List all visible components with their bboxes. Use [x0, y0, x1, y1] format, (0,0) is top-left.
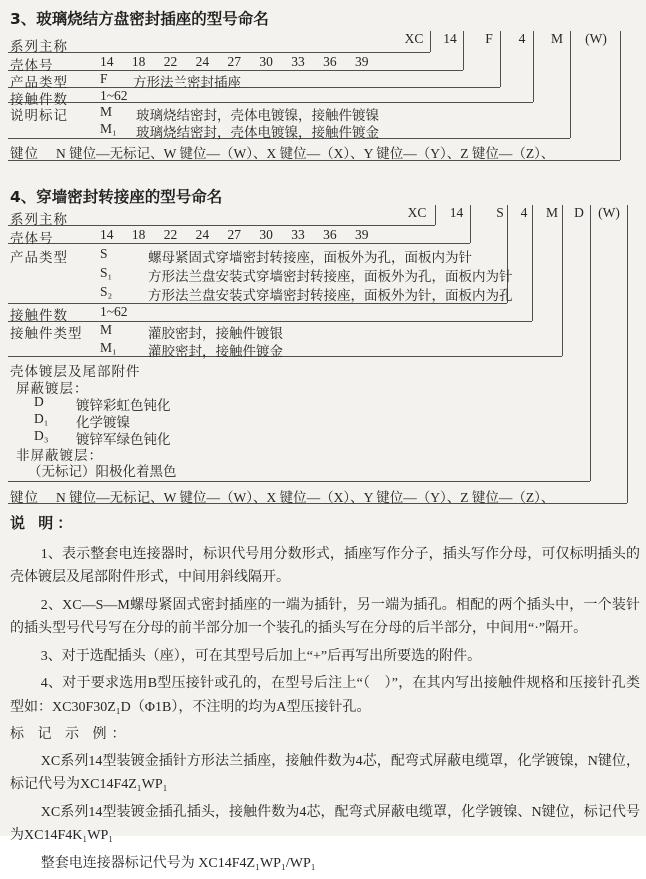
contact-type-code: M — [100, 322, 113, 337]
connector-line-v — [532, 205, 533, 321]
contact-type-desc: 灌胶密封，接触件镀金 — [148, 344, 283, 359]
model-code-contact-count: 4 — [518, 31, 526, 46]
note-item: 2、XC—S—M螺母紧固式密封插座的一端为插针，另一端为插孔。相配的两个插头中，一个装针的插头型号代号写在分母的前半部分加一个装孔的插头写在分母的后半部分，中间用“·”隔开。 — [10, 597, 640, 636]
product-type-desc: 方形法兰盘安装式穿墙密封转接座，面板外为针，面板内为孔 — [148, 288, 513, 303]
model-code-shell: 14 — [443, 31, 457, 46]
contact-count-value: 1~62 — [100, 88, 128, 103]
model-code-contact-type: M — [545, 205, 558, 220]
model-code-product-type: S — [496, 205, 504, 220]
product-type-desc: 方形法兰密封插座 — [133, 75, 241, 90]
notes-section — [10, 512, 640, 879]
shield-desc: 镀锌彩虹色钝化 — [76, 398, 171, 413]
row-label-non-shield-plating: 非屏蔽镀层： — [16, 448, 103, 463]
shield-code: D — [34, 394, 44, 409]
row-label-shell: 壳体号 — [10, 231, 54, 246]
model-code-shell: 14 — [449, 205, 464, 220]
connector-line-v — [533, 31, 534, 102]
contact-count-value: 1~62 — [100, 304, 128, 319]
connector-line-h — [8, 356, 562, 357]
model-code-plating: D — [574, 205, 584, 220]
example-item: XC系列14型装镀金插孔插头，接触件数为4芯，配弯式屏蔽电缆罩，化学镀镍、N键位，标记代号为XC14F4K₁WP₁ — [10, 804, 640, 843]
row-label-shell-plating: 壳体镀层及尾部附件 — [10, 364, 141, 379]
row-label-key-position: 键位 — [10, 490, 39, 505]
row-label-series: 系列主称 — [10, 212, 68, 227]
model-code-marking: M — [550, 31, 563, 46]
product-type-desc: 方形法兰盘安装式穿墙密封转接座，面板外为孔，面板内为针 — [148, 269, 513, 284]
marking-desc: 玻璃烧结密封，壳体电镀镍，接触件镀金 — [136, 125, 379, 140]
shield-desc: 化学镀镍 — [76, 415, 130, 430]
model-code-series: XC — [404, 31, 424, 46]
product-type-code: F — [100, 71, 108, 86]
row-label-series: 系列主称 — [10, 39, 68, 54]
product-type-code: S₁ — [100, 265, 113, 280]
row-label-shell: 壳体号 — [10, 58, 54, 73]
key-position-value: N 键位—无标记、W 键位—（W）、X 键位—（X）、Y 键位—（Y）、Z 键位—（Z）、 — [56, 146, 555, 161]
connector-line-h — [8, 481, 590, 482]
model-code-series: XC — [407, 205, 427, 220]
row-label-contact-type: 接触件类型 — [10, 326, 83, 341]
contact-type-code: M₁ — [100, 340, 117, 355]
note-item: 4、对于要求选用B型压接针或孔的，在型号后注上“（ ）”，在其内写出接触件规格和压接针孔类型如：XC30F30Z₁D（Φ1B），不注明的均为A型压接针孔。 — [10, 676, 640, 715]
row-label-marking: 说明标记 — [10, 108, 68, 123]
connector-line-v — [620, 31, 621, 160]
connector-line-v — [500, 31, 501, 87]
row-label-product-type: 产品类型 — [10, 250, 68, 265]
connector-line-h — [8, 87, 500, 88]
note-item: 3、对于选配插头（座），可在其型号后加上“+”后再写出所要选的附件。 — [40, 648, 482, 664]
model-code-key: (W) — [585, 31, 607, 46]
shield-code: D₃ — [34, 428, 49, 443]
shell-numbers: 14 18 22 24 27 30 33 36 39 — [100, 54, 369, 69]
section3-title: 3、玻璃烧结方盘密封插座的型号命名 — [10, 10, 269, 28]
section4-title: 4、穿墙密封转接座的型号命名 — [10, 188, 223, 206]
non-shield-value: （无标记）阳极化着黑色 — [28, 464, 177, 479]
connector-line-v — [463, 31, 464, 70]
connector-line-v — [470, 205, 471, 243]
contact-type-desc: 灌胶密封，接触件镀银 — [148, 326, 283, 341]
row-label-shield-plating: 屏蔽镀层： — [16, 381, 89, 396]
row-label-product-type: 产品类型 — [10, 75, 68, 90]
connector-line-v — [562, 205, 563, 356]
shield-code: D₁ — [34, 411, 49, 426]
example-item: 整套电连接器标记代号为 XC14F4Z₁WP₁/WP₁ — [40, 855, 316, 871]
marking-code: M₁ — [100, 121, 117, 136]
marking-desc: 玻璃烧结密封，壳体电镀镍，接触件镀镍 — [136, 108, 379, 123]
connector-line-h — [8, 225, 435, 226]
shell-numbers: 14 18 22 24 27 30 33 36 39 — [100, 227, 369, 242]
row-label-contact-count: 接触件数 — [10, 92, 68, 107]
notes-heading: 说 明： — [10, 514, 77, 532]
connector-line-v — [435, 205, 436, 225]
shield-desc: 镀锌军绿色钝化 — [76, 432, 171, 447]
model-code-product-type: F — [485, 31, 493, 46]
note-item: 1、表示整套电连接器时，标识代号用分数形式，插座写作分子，插头写作分母，可仅标明插头的壳体镀层及尾部附件形式，中间用斜线隔开。 — [10, 546, 640, 585]
key-position-value: N 键位—无标记、W 键位—（W）、X 键位—（X）、Y 键位—（Y）、Z 键位—（Z）、 — [56, 490, 555, 505]
row-label-contact-count: 接触件数 — [10, 308, 68, 323]
product-type-code: S₂ — [100, 284, 113, 299]
connector-line-v — [430, 31, 431, 52]
product-type-desc: 螺母紧固式穿墙密封转接座，面板外为孔，面板内为针 — [148, 250, 472, 265]
connector-line-h — [8, 102, 533, 103]
connector-line-h — [8, 52, 430, 53]
marking-code: M — [100, 104, 113, 119]
connector-line-h — [8, 243, 470, 244]
connector-line-v — [570, 31, 571, 138]
connector-line-v — [590, 205, 591, 481]
example-item: XC系列14型装镀金插针方形法兰插座，接触件数为4芯，配弯式屏蔽电缆罩，化学镀镍，N键位，标记代号为XC14F4Z₁WP₁ — [10, 753, 640, 792]
product-type-code: S — [100, 246, 108, 261]
model-code-contact-count: 4 — [520, 205, 528, 220]
model-code-key: (W) — [598, 205, 620, 220]
example-heading: 标 记 示 例： — [10, 727, 131, 742]
row-label-key-position: 键位 — [10, 146, 39, 161]
connector-line-v — [627, 205, 628, 503]
